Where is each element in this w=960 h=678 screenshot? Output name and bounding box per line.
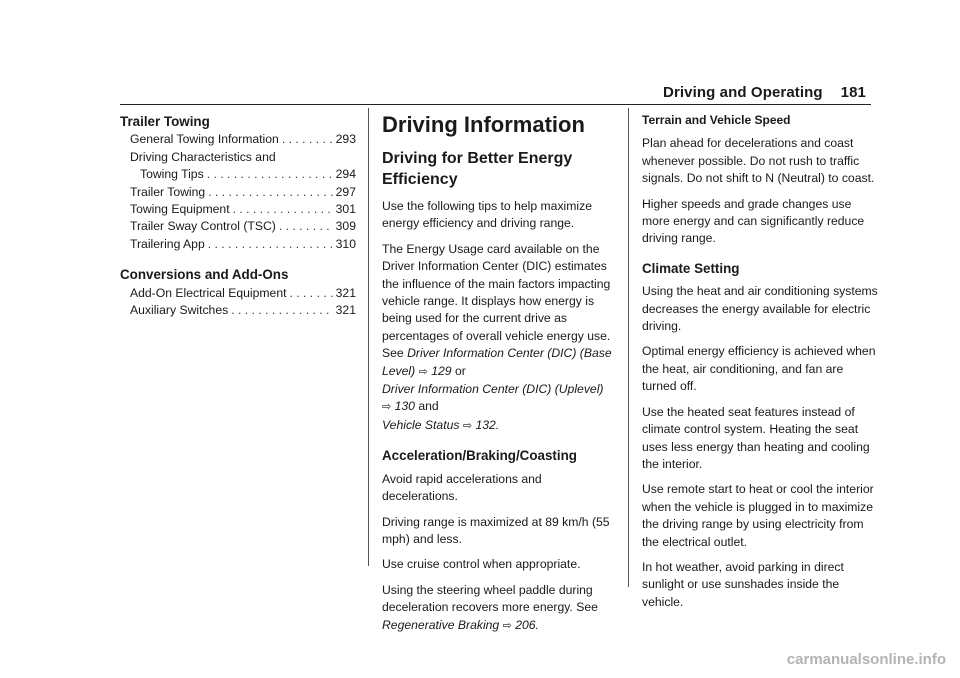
toc-entry-label: Add-On Electrical Equipment	[130, 285, 287, 300]
subsection-heading: Terrain and Vehicle Speed	[642, 113, 791, 127]
see-text: See	[382, 346, 404, 361]
toc-leader	[282, 131, 333, 148]
toc-leader	[207, 166, 333, 183]
column-divider	[628, 108, 629, 587]
regenerative-braking-link[interactable]: Regenerative Braking	[382, 617, 500, 632]
toc-leader	[231, 302, 332, 319]
toc-leader	[289, 285, 332, 302]
toc-leader	[208, 236, 333, 253]
toc-entry-page: 310	[335, 236, 356, 251]
toc-section-heading: Conversions and Add-Ons	[120, 267, 289, 283]
climate-paragraph: Use the heated seat features instead of climate control system. Heating the seat uses less energy than heating and cooling the interior.	[642, 404, 870, 471]
dic-base-page-ref[interactable]: 129	[431, 363, 452, 378]
toc-leader	[279, 218, 333, 235]
toc-leader	[233, 201, 333, 218]
toc-entry[interactable]	[120, 131, 356, 148]
header-section-title: Driving and Operating	[663, 84, 823, 101]
energy-usage-text: The Energy Usage card available on the Driver Information Center (DIC) estimates the influence of the main factors impacting vehicle range. It displays how energy is being used for the current drive as percentages of overall vehicle energy use.	[382, 241, 611, 343]
page-ref-arrow-icon: ⇨	[418, 365, 428, 378]
regen-text: Using the steering wheel paddle during deceleration recovers more energy. See	[382, 582, 598, 615]
toc-entry-page: 321	[335, 285, 356, 300]
header-page-number: 181	[840, 84, 866, 101]
right-column	[642, 108, 878, 619]
toc-entry-label: Towing Tips	[140, 167, 204, 182]
toc-entry[interactable]	[120, 302, 356, 319]
dic-base-link[interactable]: Driver Information Center (DIC) (Base Level)	[382, 346, 612, 378]
toc-entry[interactable]	[120, 201, 356, 218]
subsection-heading: Acceleration/Braking/Coasting	[382, 448, 577, 464]
toc-entry-page: 301	[335, 202, 356, 217]
accel-paragraph: Driving range is maximized at 89 km/h (55 mph) and less.	[382, 514, 610, 546]
terrain-paragraph: Higher speeds and grade changes use more energy and can significantly reduce driving range.	[642, 196, 865, 246]
regen-paragraph	[382, 582, 616, 635]
watermark: carmanualsonline.info	[786, 651, 946, 668]
toc-entry[interactable]	[120, 236, 356, 253]
page-ref-arrow-icon: ⇨	[382, 401, 392, 414]
toc-entry-page: 321	[335, 303, 356, 318]
page-title: Driving Information	[382, 112, 585, 137]
subsection-heading: Climate Setting	[642, 260, 740, 276]
intro-paragraph: Use the following tips to help maximize energy efficiency and driving range.	[382, 199, 592, 231]
running-header	[663, 84, 866, 101]
header-rule	[120, 104, 871, 105]
main-column	[382, 108, 616, 643]
climate-paragraph: Use remote start to heat or cool the interior when the vehicle is plugged in to maximize the driving range by using electricity from the electrical outlet.	[642, 482, 874, 549]
toc-entry-page: 309	[335, 219, 356, 234]
accel-paragraph: Use cruise control when appropriate.	[382, 557, 581, 572]
toc-entry-label: General Towing Information	[130, 132, 279, 147]
toc-entry-label: Trailer Towing	[130, 184, 206, 199]
vehicle-status-page-ref[interactable]: 132.	[475, 417, 500, 432]
toc-entry-label: Auxiliary Switches	[130, 303, 229, 318]
section-heading: Driving for Better Energy Efficiency	[382, 150, 573, 188]
toc-entry[interactable]	[120, 285, 356, 302]
toc-entry-label: Towing Equipment	[130, 202, 230, 217]
toc-entry[interactable]	[120, 184, 356, 201]
or-text: or	[454, 363, 466, 378]
toc-column	[120, 108, 356, 319]
energy-usage-paragraph	[382, 241, 616, 435]
column-divider	[368, 108, 369, 566]
page-ref-arrow-icon: ⇨	[462, 419, 473, 432]
toc-section-heading: Trailer Towing	[120, 114, 210, 129]
toc-entry-page: 293	[335, 132, 356, 147]
toc-entry-label: Trailer Sway Control (TSC)	[130, 219, 276, 234]
and-text: and	[418, 399, 439, 414]
vehicle-status-link[interactable]: Vehicle Status	[382, 417, 460, 432]
regenerative-braking-page-ref[interactable]: 206.	[515, 617, 539, 632]
toc-entry-page: 297	[335, 184, 356, 199]
climate-paragraph: In hot weather, avoid parking in direct sunlight or use sunshades inside the vehicle.	[642, 559, 844, 609]
toc-entry[interactable]	[120, 166, 356, 183]
toc-entry-label: Trailering App	[130, 236, 205, 251]
dic-uplevel-link[interactable]: Driver Information Center (DIC) (Uplevel)	[382, 382, 604, 397]
toc-entry[interactable]	[120, 218, 356, 235]
climate-paragraph: Using the heat and air conditioning systems decreases the energy available for electric driving.	[642, 284, 878, 334]
terrain-paragraph: Plan ahead for decelerations and coast whenever possible. Do not rush to traffic signals. Do not shift to N (Neutral) to coast.	[642, 136, 875, 186]
dic-uplevel-page-ref[interactable]: 130	[394, 399, 415, 414]
toc-entry-page: 294	[335, 167, 356, 182]
toc-entry-label[interactable]: Driving Characteristics and	[130, 149, 276, 164]
page-ref-arrow-icon: ⇨	[502, 619, 512, 632]
climate-paragraph: Optimal energy efficiency is achieved when the heat, air conditioning, and fan are turned off.	[642, 344, 876, 394]
toc-leader	[208, 184, 332, 201]
accel-paragraph: Avoid rapid accelerations and decelerations.	[382, 471, 542, 504]
